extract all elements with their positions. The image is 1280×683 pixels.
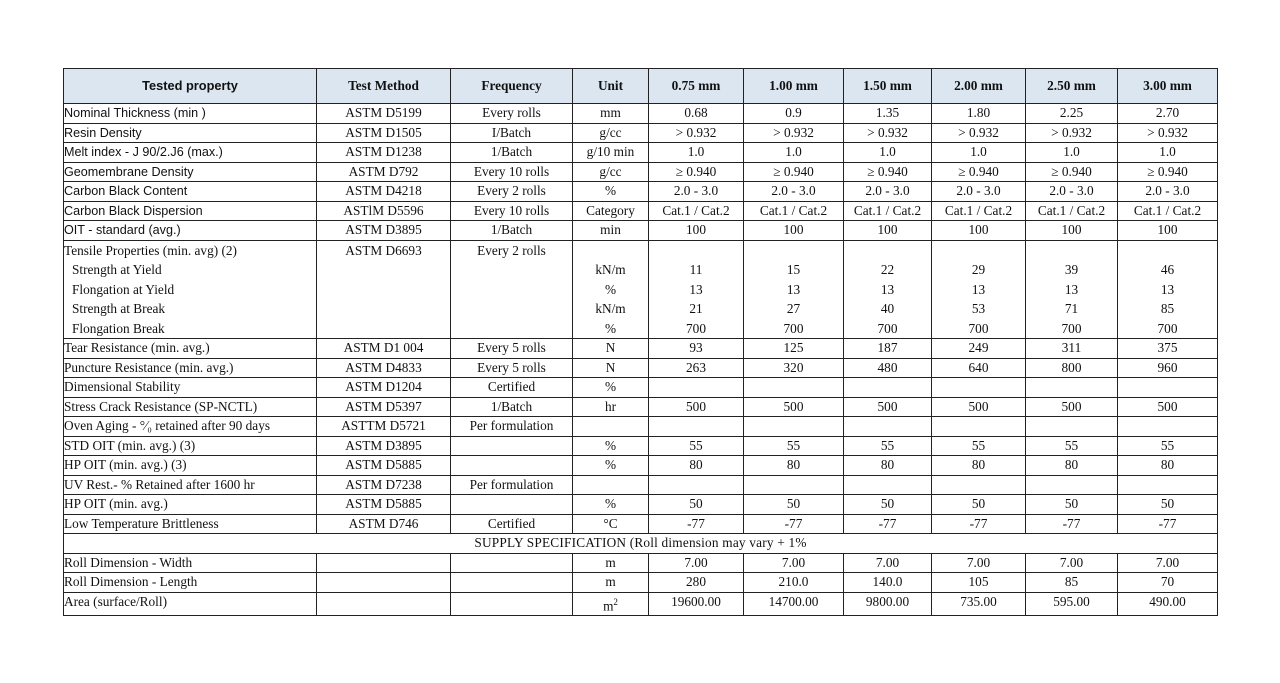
- value-cell: [744, 417, 844, 437]
- value-cell: 55: [649, 436, 744, 456]
- unit: [573, 417, 649, 437]
- tensile-item-label: Flongation at Yield: [72, 281, 175, 297]
- property-row: [64, 221, 1218, 241]
- property-name: HP OIT (min. avg.) (3): [64, 456, 317, 476]
- tensile-item-label: Flongation Break: [72, 320, 165, 336]
- unit: g/cc: [573, 162, 649, 182]
- tensile-value: 13: [880, 281, 895, 297]
- value-cell: [744, 475, 844, 495]
- value-cell: Cat.1 / Cat.2: [649, 201, 744, 221]
- tensile-property-cell: [64, 240, 317, 339]
- tensile-units: [573, 240, 649, 339]
- value-cell: ≥ 0.940: [1026, 162, 1118, 182]
- value-cell: 2.70: [1118, 104, 1218, 124]
- unit: %: [573, 182, 649, 202]
- area-section: [64, 592, 1218, 616]
- value-cell: ≥ 0.940: [844, 162, 932, 182]
- area-method: [317, 592, 451, 616]
- value-cell: 80: [1118, 456, 1218, 476]
- supply-value: 280: [649, 573, 744, 593]
- value-cell: 80: [932, 456, 1026, 476]
- tensile-value: 53: [971, 301, 986, 316]
- header-tested-property: Tested property: [64, 69, 317, 104]
- header-frequency: Frequency: [451, 69, 573, 104]
- value-cell: 500: [1118, 397, 1218, 417]
- test-method: ASTM D4218: [317, 182, 451, 202]
- value-cell: 50: [1118, 495, 1218, 515]
- value-cell: [1026, 378, 1118, 398]
- unit: Category: [573, 201, 649, 221]
- tensile-value: 700: [968, 320, 989, 336]
- property-rows-b: [64, 339, 1218, 534]
- property-row: [64, 456, 1218, 476]
- tensile-unit: kN/m: [595, 262, 626, 277]
- property-row: [64, 436, 1218, 456]
- property-name: Tear Resistance (min. avg.): [64, 339, 317, 359]
- property-name: HP OIT (min. avg.): [64, 495, 317, 515]
- value-cell: 50: [649, 495, 744, 515]
- value-cell: 375: [1118, 339, 1218, 359]
- property-name: Carbon Black Content: [64, 182, 317, 202]
- value-cell: 1.0: [744, 143, 844, 163]
- property-row: [64, 358, 1218, 378]
- supply-value: 7.00: [1118, 553, 1218, 573]
- value-cell: 2.0 - 3.0: [932, 182, 1026, 202]
- value-cell: ≥ 0.940: [932, 162, 1026, 182]
- property-name: OIT - standard (avg.): [64, 221, 317, 241]
- value-cell: [1026, 475, 1118, 495]
- supply-frequency: [451, 553, 573, 573]
- tensile-value: 700: [783, 320, 804, 336]
- property-rows-a: [64, 104, 1218, 241]
- value-cell: 320: [744, 358, 844, 378]
- value-cell: [932, 378, 1026, 398]
- tensile-value: 700: [686, 320, 706, 336]
- supply-value: 7.00: [844, 553, 932, 573]
- property-row: [64, 495, 1218, 515]
- value-cell: 50: [844, 495, 932, 515]
- value-cell: 93: [649, 339, 744, 359]
- value-cell: 1.0: [844, 143, 932, 163]
- value-cell: 2.0 - 3.0: [1118, 182, 1218, 202]
- value-cell: 500: [844, 397, 932, 417]
- test-method: ASTM D746: [317, 514, 451, 534]
- value-cell: > 0.932: [744, 123, 844, 143]
- unit: [573, 475, 649, 495]
- property-name: Nominal Thickness (min ): [64, 104, 317, 124]
- property-name: Resin Density: [64, 123, 317, 143]
- supply-value: 140.0: [844, 573, 932, 593]
- property-row: [64, 182, 1218, 202]
- value-cell: 1.0: [649, 143, 744, 163]
- property-row: [64, 514, 1218, 534]
- value-cell: 80: [1026, 456, 1118, 476]
- value-cell: 100: [1026, 221, 1118, 241]
- area-value: 14700.00: [744, 592, 844, 616]
- supply-section: [64, 534, 1218, 554]
- tensile-item-label: Strength at Break: [72, 301, 166, 316]
- supply-unit: m: [573, 553, 649, 573]
- test-method: ASTM D3895: [317, 221, 451, 241]
- value-cell: 50: [932, 495, 1026, 515]
- value-cell: 1.0: [1118, 143, 1218, 163]
- tensile-value: 21: [689, 301, 703, 316]
- value-cell: 2.0 - 3.0: [1026, 182, 1118, 202]
- supply-row: [64, 553, 1218, 573]
- value-cell: [1118, 417, 1218, 437]
- test-method: ASTM D5885: [317, 456, 451, 476]
- unit: mm: [573, 104, 649, 124]
- frequency: 1/Batch: [451, 143, 573, 163]
- header-thickness: 1.50 mm: [844, 69, 932, 104]
- property-row: [64, 104, 1218, 124]
- property-name: Melt index - J 90/2.J6 (max.): [64, 143, 317, 163]
- test-method: ASTM D5885: [317, 495, 451, 515]
- unit: g/10 min: [573, 143, 649, 163]
- value-cell: 100: [1118, 221, 1218, 241]
- tensile-row: [64, 240, 1218, 339]
- frequency: Every 2 rolls: [451, 182, 573, 202]
- value-cell: 2.0 - 3.0: [744, 182, 844, 202]
- value-cell: [844, 378, 932, 398]
- area-row: [64, 592, 1218, 616]
- tensile-value: 13: [689, 281, 703, 297]
- tensile-value: 13: [1160, 281, 1175, 297]
- unit: min: [573, 221, 649, 241]
- frequency: Certified: [451, 378, 573, 398]
- property-name: Stress Crack Resistance (SP-NCTL): [64, 397, 317, 417]
- tensile-title: Tensile Properties (min. avg) (2): [64, 242, 237, 258]
- value-cell: [649, 417, 744, 437]
- frequency: Every rolls: [451, 104, 573, 124]
- value-cell: 55: [1026, 436, 1118, 456]
- test-method: ASTM D5397: [317, 397, 451, 417]
- supply-value: 7.00: [1026, 553, 1118, 573]
- tensile-value: 27: [786, 301, 801, 316]
- area-value: 9800.00: [844, 592, 932, 616]
- supply-title: SUPPLY SPECIFICATION (Roll dimension may vary + 1%: [64, 534, 1218, 554]
- value-cell: -77: [844, 514, 932, 534]
- property-name: Dimensional Stability: [64, 378, 317, 398]
- header-thickness: 0.75 mm: [649, 69, 744, 104]
- value-cell: [649, 475, 744, 495]
- area-value: 735.00: [932, 592, 1026, 616]
- property-name: Puncture Resistance (min. avg.): [64, 358, 317, 378]
- tensile-value: 700: [1157, 320, 1178, 336]
- test-method: ASTM D1505: [317, 123, 451, 143]
- tensile-value: 40: [880, 301, 895, 316]
- property-row: [64, 143, 1218, 163]
- value-cell: 100: [649, 221, 744, 241]
- frequency: Every 10 rolls: [451, 162, 573, 182]
- value-cell: -77: [1118, 514, 1218, 534]
- tensile-unit: %: [604, 320, 617, 336]
- value-cell: 100: [932, 221, 1026, 241]
- property-name: Low Temperature Brittleness: [64, 514, 317, 534]
- value-cell: -77: [744, 514, 844, 534]
- tensile-value: 29: [971, 262, 986, 277]
- frequency: Every 5 rolls: [451, 339, 573, 359]
- test-method: ASTM D4833: [317, 358, 451, 378]
- property-row: [64, 417, 1218, 437]
- tensile-value: 700: [1061, 320, 1082, 336]
- tensile-values: [1026, 240, 1118, 339]
- unit: N: [573, 358, 649, 378]
- supply-property: Roll Dimension - Width: [64, 553, 317, 573]
- value-cell: 2.0 - 3.0: [844, 182, 932, 202]
- property-row: [64, 339, 1218, 359]
- supply-property: Roll Dimension - Length: [64, 573, 317, 593]
- tensile-group: [64, 240, 1218, 339]
- value-cell: -77: [1026, 514, 1118, 534]
- tensile-unit: kN/m: [595, 301, 626, 316]
- value-cell: [649, 378, 744, 398]
- tensile-value: 71: [1064, 301, 1079, 316]
- property-name: Carbon Black Dispersion: [64, 201, 317, 221]
- supply-title-row: [64, 534, 1218, 554]
- value-cell: -77: [649, 514, 744, 534]
- value-cell: 500: [744, 397, 844, 417]
- value-cell: 1.35: [844, 104, 932, 124]
- property-name: UV Rest.- % Retained after 1600 hr: [64, 475, 317, 495]
- test-method: ASTM D5199: [317, 104, 451, 124]
- value-cell: 55: [844, 436, 932, 456]
- header-test-method: Test Method: [317, 69, 451, 104]
- area-property: Area (surface/Roll): [64, 592, 317, 616]
- value-cell: 100: [844, 221, 932, 241]
- value-cell: 0.68: [649, 104, 744, 124]
- supply-value: 7.00: [932, 553, 1026, 573]
- supply-row: [64, 573, 1218, 593]
- value-cell: [844, 475, 932, 495]
- value-cell: 500: [649, 397, 744, 417]
- test-method: ASTlM D5596: [317, 201, 451, 221]
- frequency: 1/Batch: [451, 221, 573, 241]
- value-cell: 50: [1026, 495, 1118, 515]
- value-cell: Cat.1 / Cat.2: [844, 201, 932, 221]
- tensile-value: 22: [880, 262, 895, 277]
- value-cell: > 0.932: [932, 123, 1026, 143]
- value-cell: [1118, 475, 1218, 495]
- value-cell: Cat.1 / Cat.2: [1026, 201, 1118, 221]
- value-cell: 960: [1118, 358, 1218, 378]
- specification-table: [63, 68, 1218, 616]
- unit: %: [573, 456, 649, 476]
- unit: %: [573, 378, 649, 398]
- test-method: ASTM D1204: [317, 378, 451, 398]
- supply-value: 85: [1026, 573, 1118, 593]
- unit: g/cc: [573, 123, 649, 143]
- tensile-value: 13: [971, 281, 986, 297]
- tensile-values: [932, 240, 1026, 339]
- supply-value: 70: [1118, 573, 1218, 593]
- supply-rows: [64, 553, 1218, 592]
- value-cell: 480: [844, 358, 932, 378]
- value-cell: 50: [744, 495, 844, 515]
- value-cell: 55: [1118, 436, 1218, 456]
- tensile-values: [744, 240, 844, 339]
- area-value: 595.00: [1026, 592, 1118, 616]
- value-cell: 800: [1026, 358, 1118, 378]
- value-cell: 0.9: [744, 104, 844, 124]
- area-value: 490.00: [1118, 592, 1218, 616]
- tensile-value: 15: [786, 262, 801, 277]
- header-row: [64, 69, 1218, 104]
- tensile-value: 13: [1064, 281, 1079, 297]
- test-method: ASTM D1 004: [317, 339, 451, 359]
- value-cell: Cat.1 / Cat.2: [1118, 201, 1218, 221]
- value-cell: 1.80: [932, 104, 1026, 124]
- value-cell: 249: [932, 339, 1026, 359]
- value-cell: > 0.932: [844, 123, 932, 143]
- test-method: ASTTM D5721: [317, 417, 451, 437]
- value-cell: 311: [1026, 339, 1118, 359]
- value-cell: -77: [932, 514, 1026, 534]
- value-cell: [744, 378, 844, 398]
- value-cell: Cat.1 / Cat.2: [744, 201, 844, 221]
- frequency: I/Batch: [451, 123, 573, 143]
- value-cell: > 0.932: [1026, 123, 1118, 143]
- tensile-value: 85: [1160, 301, 1175, 316]
- frequency: Every 10 rolls: [451, 201, 573, 221]
- value-cell: 1.0: [1026, 143, 1118, 163]
- frequency: [451, 456, 573, 476]
- tensile-value: 46: [1160, 262, 1175, 277]
- value-cell: [1118, 378, 1218, 398]
- tensile-values: [649, 240, 744, 339]
- frequency: Per formulation: [451, 417, 573, 437]
- value-cell: 263: [649, 358, 744, 378]
- frequency: Per formulation: [451, 475, 573, 495]
- value-cell: 80: [649, 456, 744, 476]
- area-unit: $m^2$: [573, 592, 649, 616]
- supply-value: 105: [932, 573, 1026, 593]
- tensile-value: 13: [786, 281, 801, 297]
- value-cell: ≥ 0.940: [1118, 162, 1218, 182]
- property-name: Geomembrane Density: [64, 162, 317, 182]
- value-cell: 55: [744, 436, 844, 456]
- header-thickness: 2.50 mm: [1026, 69, 1118, 104]
- tensile-value: 700: [877, 320, 898, 336]
- property-name: STD OIT (min. avg.) (3): [64, 436, 317, 456]
- value-cell: ≥ 0.940: [649, 162, 744, 182]
- property-row: [64, 378, 1218, 398]
- value-cell: [1026, 417, 1118, 437]
- value-cell: 80: [844, 456, 932, 476]
- tensile-unit: %: [604, 281, 617, 297]
- value-cell: > 0.932: [649, 123, 744, 143]
- value-cell: [932, 417, 1026, 437]
- supply-method: [317, 573, 451, 593]
- frequency: Every 5 rolls: [451, 358, 573, 378]
- value-cell: [932, 475, 1026, 495]
- value-cell: [844, 417, 932, 437]
- frequency: 1/Batch: [451, 397, 573, 417]
- value-cell: 500: [1026, 397, 1118, 417]
- header-unit: Unit: [573, 69, 649, 104]
- supply-frequency: [451, 573, 573, 593]
- tensile-values: [844, 240, 932, 339]
- value-cell: 80: [744, 456, 844, 476]
- supply-value: 7.00: [649, 553, 744, 573]
- value-cell: 55: [932, 436, 1026, 456]
- frequency: [451, 436, 573, 456]
- value-cell: 500: [932, 397, 1026, 417]
- area-frequency: [451, 592, 573, 616]
- unit: hr: [573, 397, 649, 417]
- property-name: Oven Aging - °⁄₀ retained after 90 days: [64, 417, 317, 437]
- property-row: [64, 162, 1218, 182]
- test-method: ASTM D7238: [317, 475, 451, 495]
- unit: %: [573, 495, 649, 515]
- tensile-value: 11: [689, 262, 703, 277]
- test-method: ASTM D1238: [317, 143, 451, 163]
- property-row: [64, 397, 1218, 417]
- value-cell: Cat.1 / Cat.2: [932, 201, 1026, 221]
- unit: %: [573, 436, 649, 456]
- property-row: [64, 123, 1218, 143]
- area-value: 19600.00: [649, 592, 744, 616]
- value-cell: 1.0: [932, 143, 1026, 163]
- value-cell: 100: [744, 221, 844, 241]
- value-cell: 2.25: [1026, 104, 1118, 124]
- value-cell: 2.0 - 3.0: [649, 182, 744, 202]
- tensile-method: ASTM D6693: [317, 240, 451, 339]
- header-thickness: 3.00 mm: [1118, 69, 1218, 104]
- property-row: [64, 201, 1218, 221]
- value-cell: ≥ 0.940: [744, 162, 844, 182]
- supply-value: 7.00: [744, 553, 844, 573]
- header-thickness: 1.00 mm: [744, 69, 844, 104]
- test-method: ASTM D792: [317, 162, 451, 182]
- tensile-values: [1118, 240, 1218, 339]
- tensile-value: 39: [1064, 262, 1079, 277]
- tensile-item-label: Strength at Yield: [72, 262, 162, 277]
- supply-method: [317, 553, 451, 573]
- unit: °C: [573, 514, 649, 534]
- tensile-frequency: Every 2 rolls: [451, 240, 573, 339]
- value-cell: 187: [844, 339, 932, 359]
- supply-unit: m: [573, 573, 649, 593]
- value-cell: > 0.932: [1118, 123, 1218, 143]
- value-cell: 640: [932, 358, 1026, 378]
- test-method: ASTM D3895: [317, 436, 451, 456]
- frequency: [451, 495, 573, 515]
- unit: N: [573, 339, 649, 359]
- header-thickness: 2.00 mm: [932, 69, 1026, 104]
- supply-value: 210.0: [744, 573, 844, 593]
- value-cell: 125: [744, 339, 844, 359]
- frequency: Certified: [451, 514, 573, 534]
- property-row: [64, 475, 1218, 495]
